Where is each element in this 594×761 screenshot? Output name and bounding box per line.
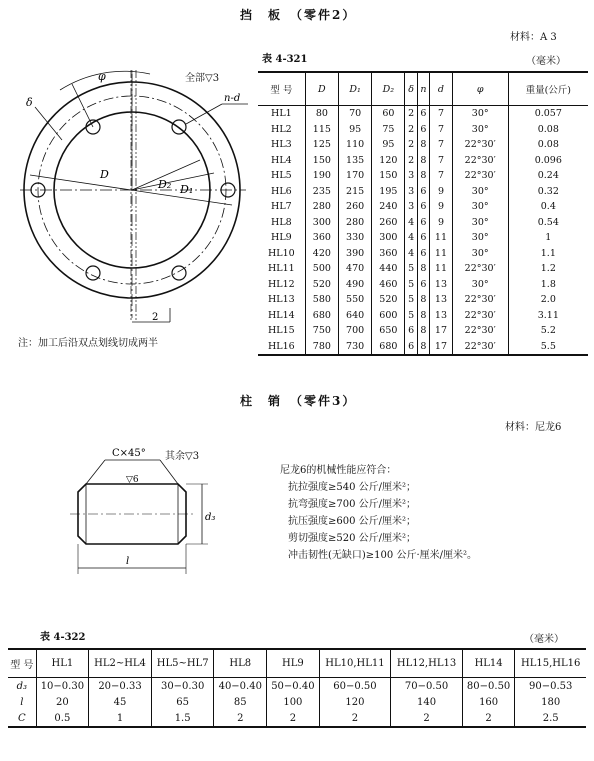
table-row (258, 153, 588, 169)
table-cell: 550 (338, 292, 371, 308)
table-row (258, 184, 588, 200)
table-cell: 280 (305, 199, 338, 215)
label-l: l (126, 556, 130, 567)
label-surface6: ▽6 (126, 475, 139, 485)
table-cell: 30° (452, 277, 508, 293)
table-row (258, 215, 588, 231)
table-cell: 1 (89, 710, 152, 727)
table-cell: 9 (430, 199, 453, 215)
table-cell: 420 (305, 246, 338, 262)
table-cell: HL14 (268, 309, 295, 321)
table-cell: 22°30′ (452, 308, 508, 324)
table-row (258, 261, 588, 277)
table-cell: 195 (372, 184, 405, 200)
table-cell: 600 (372, 308, 405, 324)
table-cell: 390 (338, 246, 371, 262)
table-cell: 490 (338, 277, 371, 293)
req-item: 抗压强度≥600 公斤/厘米²； (288, 516, 417, 527)
table-row (258, 246, 588, 262)
table-cell: 360 (372, 246, 405, 262)
table-cell: 6 (417, 184, 429, 200)
table-cell: 7 (430, 106, 453, 122)
table-cell: 5 (405, 277, 417, 293)
table-cell: 2 (267, 710, 320, 727)
table-cell: 0.4 (508, 199, 588, 215)
table-cell: C (8, 710, 36, 727)
label-nd: n-d (224, 93, 241, 104)
table-cell: 640 (338, 308, 371, 324)
table-cell: 30° (452, 246, 508, 262)
table-cell: 17 (430, 323, 453, 339)
table-cell: HL2 (271, 123, 292, 135)
table-cell: 8 (417, 339, 429, 356)
table-cell: 3 (405, 168, 417, 184)
table-cell: 22°30′ (452, 292, 508, 308)
table-cell: 30° (452, 106, 508, 122)
table-cell: 235 (305, 184, 338, 200)
table-cell: 500 (305, 261, 338, 277)
table-cell: 65 (151, 694, 214, 710)
table-cell: 85 (214, 694, 267, 710)
table-cell: 22°30′ (452, 137, 508, 153)
table-row (8, 710, 586, 727)
table-cell: HL13 (268, 294, 295, 306)
th2-col: HL9 (267, 649, 320, 678)
table-cell: 22°30′ (452, 168, 508, 184)
table-cell: HL7 (271, 201, 292, 213)
bolt-hole (172, 266, 186, 280)
table-cell: 260 (338, 199, 371, 215)
table-cell: 0.08 (508, 137, 588, 153)
table-cell: 5 (405, 261, 417, 277)
table-cell: 100 (267, 694, 320, 710)
table-cell: 8 (417, 323, 429, 339)
table-cell: 30−0.30 (151, 678, 214, 695)
table-cell: 460 (372, 277, 405, 293)
req-item: 抗弯强度≥700 公斤/厘米²； (288, 499, 417, 510)
table-cell: 3.11 (508, 308, 588, 324)
table-cell: 50−0.40 (267, 678, 320, 695)
table-cell: 8 (417, 308, 429, 324)
table-cell: 2.0 (508, 292, 588, 308)
table-cell: 520 (372, 292, 405, 308)
table-cell: 2 (405, 153, 417, 169)
table-cell: 13 (430, 277, 453, 293)
table-cell: 190 (305, 168, 338, 184)
table-cell: 135 (338, 153, 371, 169)
label-delta: δ (26, 96, 33, 109)
table-cell: 60 (372, 106, 405, 122)
table-cell: HL5 (271, 170, 292, 182)
table-cell: 300 (305, 215, 338, 231)
table1-header (258, 72, 588, 106)
table-cell: 1.5 (151, 710, 214, 727)
table-cell: 7 (430, 137, 453, 153)
table-cell: HL12 (268, 278, 295, 290)
table-cell: 3 (405, 199, 417, 215)
table-cell: 0.54 (508, 215, 588, 231)
table-cell: 8 (417, 168, 429, 184)
table-cell: 9 (430, 184, 453, 200)
table-row (258, 168, 588, 184)
table-cell: 0.5 (36, 710, 89, 727)
table-cell: 20 (36, 694, 89, 710)
table-cell: l (20, 696, 24, 708)
table-cell: 580 (305, 292, 338, 308)
th-n: n (417, 72, 429, 106)
table-cell: 160 (462, 694, 515, 710)
table-row (8, 694, 586, 710)
label-D2: D₂ (158, 178, 172, 191)
table-row (258, 106, 588, 122)
th2-col: HL2~HL4 (89, 649, 152, 678)
table-cell: 30° (452, 122, 508, 138)
table-cell: 0.24 (508, 168, 588, 184)
table-cell: 8 (417, 292, 429, 308)
table-cell: 2 (214, 710, 267, 727)
table-row (8, 678, 586, 695)
table-cell: 6 (417, 122, 429, 138)
table-cell: 6 (405, 339, 417, 356)
table-cell: 120 (372, 153, 405, 169)
part2-title: 柱 销 （零件3） (240, 394, 357, 408)
table-cell: 0.057 (508, 106, 588, 122)
th2-col: HL15,HL16 (515, 649, 586, 678)
table-cell: 780 (305, 339, 338, 356)
table-cell: 22°30′ (452, 153, 508, 169)
table-cell: 440 (372, 261, 405, 277)
table-cell: 40−0.40 (214, 678, 267, 695)
table-row (258, 137, 588, 153)
table-cell: HL11 (268, 263, 295, 275)
table-cell: 6 (417, 199, 429, 215)
table-cell: d₃ (16, 680, 27, 692)
table-cell: 22°30′ (452, 339, 508, 356)
table-cell: 6 (417, 106, 429, 122)
table-row (258, 199, 588, 215)
table-cell: 8 (417, 137, 429, 153)
table-cell: 70 (338, 106, 371, 122)
surface-note: 全部▽3 (185, 73, 220, 84)
table-cell: 45 (89, 694, 152, 710)
table-cell: 80−0.50 (462, 678, 515, 695)
table-cell: 60−0.50 (319, 678, 391, 695)
table-cell: 3 (405, 184, 417, 200)
th-phi: φ (452, 72, 508, 106)
part1-note: 注：加工后沿双点划线切成两半 (18, 338, 158, 349)
table-cell: 650 (372, 323, 405, 339)
table-cell: 10−0.30 (36, 678, 89, 695)
table-cell: HL10 (268, 247, 295, 259)
table-cell: HL4 (271, 154, 292, 166)
th-d: d (430, 72, 453, 106)
surface-rest: 其余▽3 (165, 451, 200, 462)
label-d3: d₃ (205, 512, 216, 523)
table-cell: HL3 (271, 139, 292, 151)
table-cell: 0.32 (508, 184, 588, 200)
table-cell: 30° (452, 230, 508, 246)
table-cell: 215 (338, 184, 371, 200)
table-cell: 30° (452, 184, 508, 200)
part1-material: 材料：A 3 (510, 32, 557, 43)
table-cell: 2 (405, 137, 417, 153)
table-cell: 7 (430, 168, 453, 184)
table-cell: 140 (391, 694, 463, 710)
pin-drawing (60, 440, 225, 580)
th2-col: HL1 (36, 649, 89, 678)
label-chamfer: C×45° (112, 448, 146, 459)
table-cell: 80 (305, 106, 338, 122)
table-cell: HL1 (271, 108, 292, 120)
table-cell: HL15 (268, 325, 295, 337)
table-cell: 2 (391, 710, 463, 727)
table-cell: 180 (515, 694, 586, 710)
table-cell: 30° (452, 199, 508, 215)
table-cell: 2 (405, 106, 417, 122)
table-cell: 11 (430, 261, 453, 277)
table2-header (8, 649, 586, 678)
table-cell: 330 (338, 230, 371, 246)
table-row (258, 122, 588, 138)
table-4-321 (258, 71, 588, 356)
table-cell: 5 (405, 308, 417, 324)
table-cell: 13 (430, 292, 453, 308)
table-cell: 2 (462, 710, 515, 727)
table-cell: 1.2 (508, 261, 588, 277)
th-model: 型 号 (258, 72, 305, 106)
table-cell: 11 (430, 230, 453, 246)
table-4-322 (8, 648, 586, 728)
table-cell: HL16 (258, 339, 305, 356)
table-cell: 260 (372, 215, 405, 231)
table-cell: 680 (305, 308, 338, 324)
table-cell: 2.5 (515, 710, 586, 727)
table-cell: 90−0.53 (515, 678, 586, 695)
th-D: D (305, 72, 338, 106)
table-cell: 125 (305, 137, 338, 153)
table-cell: 680 (372, 339, 405, 356)
table-row (258, 230, 588, 246)
table-row (258, 323, 588, 339)
table-cell: 240 (372, 199, 405, 215)
part2-material: 材料：尼龙6 (505, 422, 562, 433)
table-cell: 300 (372, 230, 405, 246)
table-cell: 13 (430, 308, 453, 324)
table-cell: 70−0.50 (391, 678, 463, 695)
th-weight: 重量(公斤) (508, 72, 588, 106)
table-cell: 1 (508, 230, 588, 246)
requirements-block (280, 462, 477, 564)
table-cell: 9 (430, 215, 453, 231)
table-cell: 7 (430, 122, 453, 138)
table-cell: 20−0.33 (89, 678, 152, 695)
table-row (258, 292, 588, 308)
table-cell: 750 (305, 323, 338, 339)
table-cell: 6 (417, 246, 429, 262)
table-cell: 150 (372, 168, 405, 184)
label-phi: φ (98, 70, 106, 83)
table-cell: 7 (430, 153, 453, 169)
th2-model: 型 号 (8, 649, 36, 678)
table-cell: 5.5 (508, 339, 588, 356)
part1-title: 挡 板 （零件2） (240, 8, 357, 22)
table-cell: 6 (417, 215, 429, 231)
table-cell: 8 (417, 261, 429, 277)
table-cell: 360 (305, 230, 338, 246)
table-cell: 520 (305, 277, 338, 293)
table-cell: 22°30′ (452, 261, 508, 277)
table-cell: HL6 (271, 185, 292, 197)
label-D: D (100, 168, 109, 181)
table-cell: 6 (417, 230, 429, 246)
req-item: 抗拉强度≥540 公斤/厘米²； (288, 482, 417, 493)
table-cell: HL8 (271, 216, 292, 228)
table-cell: 2 (319, 710, 391, 727)
table-cell: 0.096 (508, 153, 588, 169)
th2-col: HL12,HL13 (391, 649, 463, 678)
table2-caption: 表 4-322 (40, 632, 86, 643)
req-item: 剪切强度≥520 公斤/厘米²； (288, 533, 417, 544)
table1-unit: （毫米） (526, 56, 566, 67)
table-cell: 5.2 (508, 323, 588, 339)
table-cell: 30° (452, 215, 508, 231)
req-item: 冲击韧性(无缺口)≥100 公斤·厘米/厘米²。 (288, 550, 478, 561)
table-cell: 95 (338, 122, 371, 138)
table-cell: 4 (405, 246, 417, 262)
table-cell: 280 (338, 215, 371, 231)
table-cell: 75 (372, 122, 405, 138)
table-cell: 170 (338, 168, 371, 184)
table-cell: 115 (305, 122, 338, 138)
th2-col: HL8 (214, 649, 267, 678)
table-cell: 8 (417, 153, 429, 169)
table-cell: 110 (338, 137, 371, 153)
th2-col: HL10,HL11 (319, 649, 391, 678)
table-row (258, 277, 588, 293)
table-cell: 17 (430, 339, 453, 356)
label-D1: D₁ (180, 183, 194, 196)
table-cell: 11 (430, 246, 453, 262)
table-cell: 4 (405, 230, 417, 246)
th-delta: δ (405, 72, 417, 106)
th2-col: HL14 (462, 649, 515, 678)
table-row (258, 308, 588, 324)
table-cell: 120 (319, 694, 391, 710)
table-cell: 2 (405, 122, 417, 138)
table-cell: 22°30′ (452, 323, 508, 339)
table-cell: 150 (305, 153, 338, 169)
req-title: 尼龙6的机械性能应符合： (280, 465, 397, 476)
label-2: 2 (152, 312, 159, 323)
table2-unit: （毫米） (524, 634, 564, 645)
table-cell: 1.8 (508, 277, 588, 293)
th-D2: D₂ (372, 72, 405, 106)
baffle-drawing (0, 60, 255, 335)
table-cell: 95 (372, 137, 405, 153)
table-row (258, 339, 588, 356)
table1-caption: 表 4-321 (262, 54, 308, 65)
table-cell: HL9 (271, 232, 292, 244)
table-cell: 730 (338, 339, 371, 356)
th-D1: D₁ (338, 72, 371, 106)
table-cell: 6 (405, 323, 417, 339)
table-cell: 5 (405, 292, 417, 308)
table-cell: 1.1 (508, 246, 588, 262)
table-cell: 470 (338, 261, 371, 277)
table-cell: 0.08 (508, 122, 588, 138)
table-cell: 700 (338, 323, 371, 339)
table-cell: 4 (405, 215, 417, 231)
th2-col: HL5~HL7 (151, 649, 214, 678)
table-cell: 6 (417, 277, 429, 293)
